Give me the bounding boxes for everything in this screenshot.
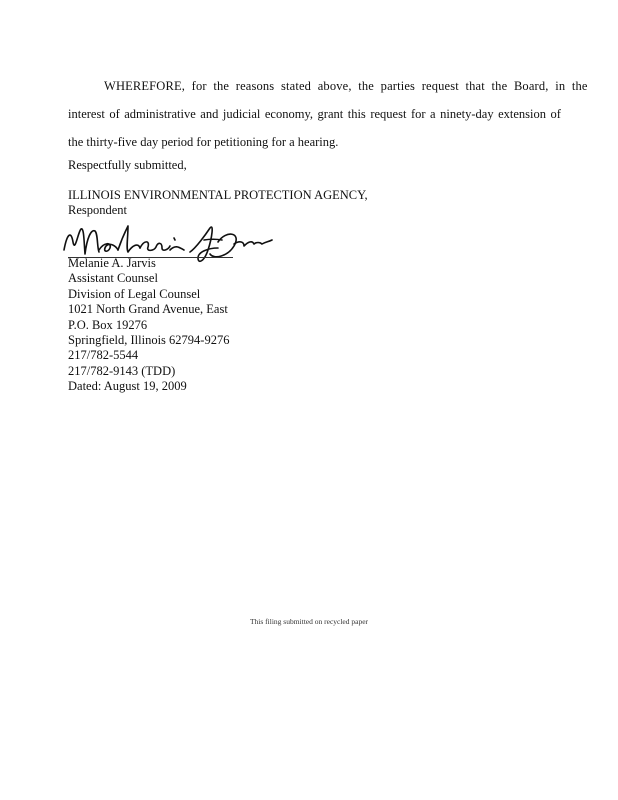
body-line-2: interest of administrative and judicial economy, grant this request for a ninety-day extension of (68, 107, 561, 121)
closing-line: Respectfully submitted, (68, 158, 187, 172)
recycled-paper-footer: This filing submitted on recycled paper (249, 617, 369, 626)
tdd-number: 217/782-9143 (TDD) (68, 363, 176, 378)
agency-role: Respondent (68, 203, 128, 217)
body-line-3: the thirty-five day period for petitioning for a hearing. (68, 135, 339, 149)
agency-block (68, 188, 368, 218)
agency-name: ILLINOIS ENVIRONMENTAL PROTECTION AGENCY, (68, 188, 368, 202)
signer-division: Division of Legal Counsel (68, 286, 201, 301)
phone-number: 217/782-5544 (68, 348, 139, 363)
address-street: 1021 North Grand Avenue, East (68, 302, 228, 317)
address-city: Springfield, Illinois 62794-9276 (68, 333, 230, 348)
dated-line: Dated: August 19, 2009 (68, 379, 187, 394)
signer-name: Melanie A. Jarvis (68, 256, 156, 270)
signature-block (68, 256, 229, 395)
signer-title: Assistant Counsel (68, 271, 158, 286)
body-paragraph (68, 72, 588, 156)
body-line-1: WHEREFORE, for the reasons stated above, the parties request that the Board, in the (104, 79, 588, 93)
address-po-box: P.O. Box 19276 (68, 317, 148, 332)
